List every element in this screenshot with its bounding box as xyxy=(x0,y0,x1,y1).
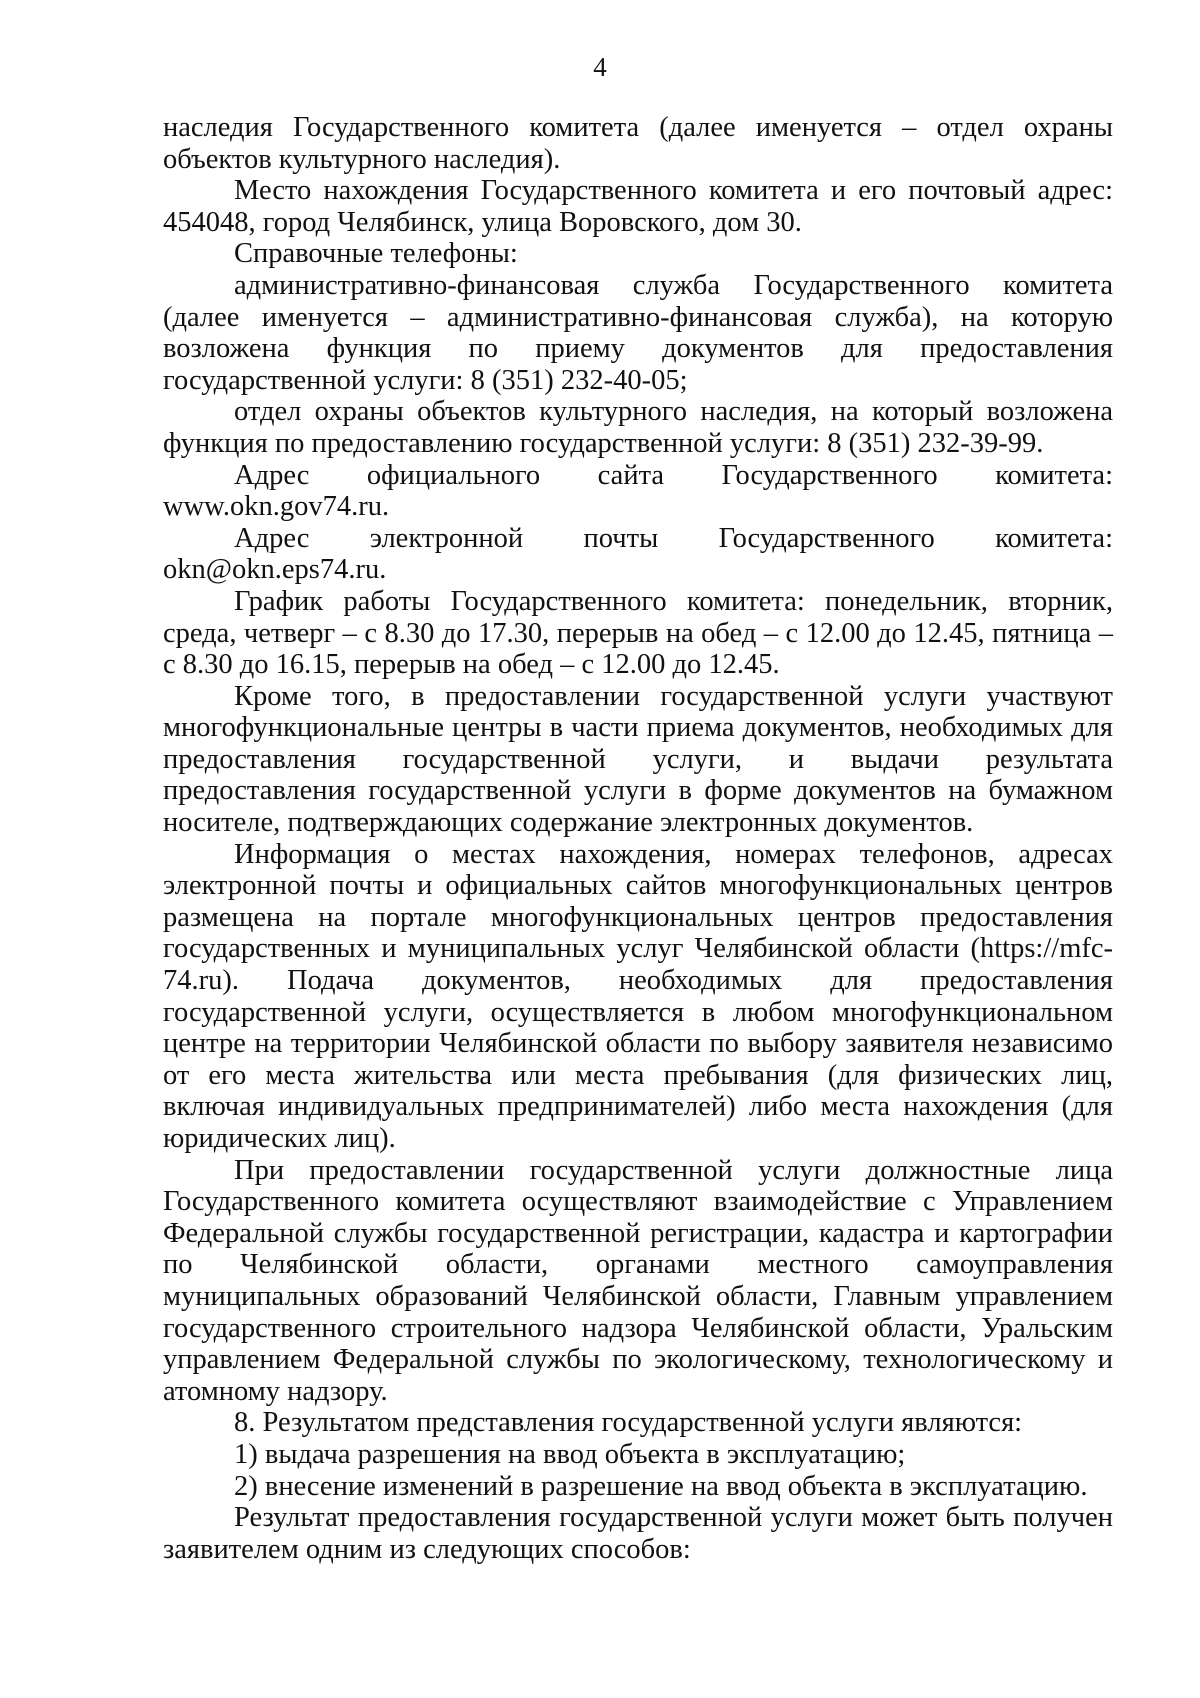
paragraph: Место нахождения Государственного комитета и его почтовый адрес: 454048, город Челябинск, улица Воровского, дом 30. xyxy=(163,175,1113,238)
paragraph: График работы Государственного комитета: понедельник, вторник, среда, четверг – с 8.30 до 17.30, перерыв на обед – с 12.00 до 12.45, пятница – с 8.30 до 16.15, перерыв на обед – с 12.00 до 12.45. xyxy=(163,585,1113,681)
paragraph: При предоставлении государственной услуги должностные лица Государственного комитета осуществляют взаимодействие с Управлением Федеральной службы государственной регистрации, кадастра и картографии по Челябинской области, органами местного самоуправления муниципальных образований Челябинской области, Главным управлением государственного строительного надзора Челябинской области, Уральским управлением Федеральной службы по экологическому, технологическому и атомному надзору. xyxy=(163,1154,1113,1407)
paragraph: Информация о местах нахождения, номерах телефонов, адресах электронной почты и официальных сайтов многофункциональных центров размещена на портале многофункциональных центров предоставления государственных и муниципальных услуг Челябинской области (https://mfc-74.ru). Подача документов, необходимых для предоставления государственной услуги, осуществляется в любом многофункциональном центре на территории Челябинской области по выбору заявителя независимо от его места жительства или места пребывания (для физических лиц, включая индивидуальных предпринимателей) либо места нахождения (для юридических лиц). xyxy=(163,838,1113,1154)
paragraph: Адрес официального сайта Государственного комитета: www.okn.gov74.ru. xyxy=(163,459,1113,523)
paragraph: Кроме того, в предоставлении государственной услуги участвуют многофункциональные центры в части приема документов, необходимых для предоставления государственной услуги, и выдачи результата предоставления государственной услуги в форме документов на бумажном носителе, подтверждающих содержание электронных документов. xyxy=(163,680,1113,839)
paragraph: Адрес электронной почты Государственного комитета: okn@okn.eps74.ru. xyxy=(163,522,1113,586)
paragraph: 8. Результатом представления государственной услуги являются: xyxy=(234,1407,1023,1439)
document-body xyxy=(163,112,1113,1565)
paragraph: отдел охраны объектов культурного наследия, на который возложена функция по предоставлению государственной услуги: 8 (351) 232-39-99. xyxy=(163,396,1113,459)
page-number: 4 xyxy=(593,52,607,82)
paragraph: административно-финансовая служба Государственного комитета (далее именуется – административно-финансовая служба), на которую возложена функция по приему документов для предоставления государственной услуги: 8 (351) 232-40-05; xyxy=(163,269,1113,396)
paragraph: наследия Государственного комитета (далее именуется – отдел охраны объектов культурного наследия). xyxy=(163,112,1113,175)
paragraph: Результат предоставления государственной услуги может быть получен заявителем одним из следующих способов: xyxy=(163,1502,1113,1565)
paragraph: 2) внесение изменений в разрешение на ввод объекта в эксплуатацию. xyxy=(234,1470,1088,1502)
paragraph: Справочные телефоны: xyxy=(234,238,518,270)
paragraph: 1) выдача разрешения на ввод объекта в эксплуатацию; xyxy=(234,1438,906,1470)
